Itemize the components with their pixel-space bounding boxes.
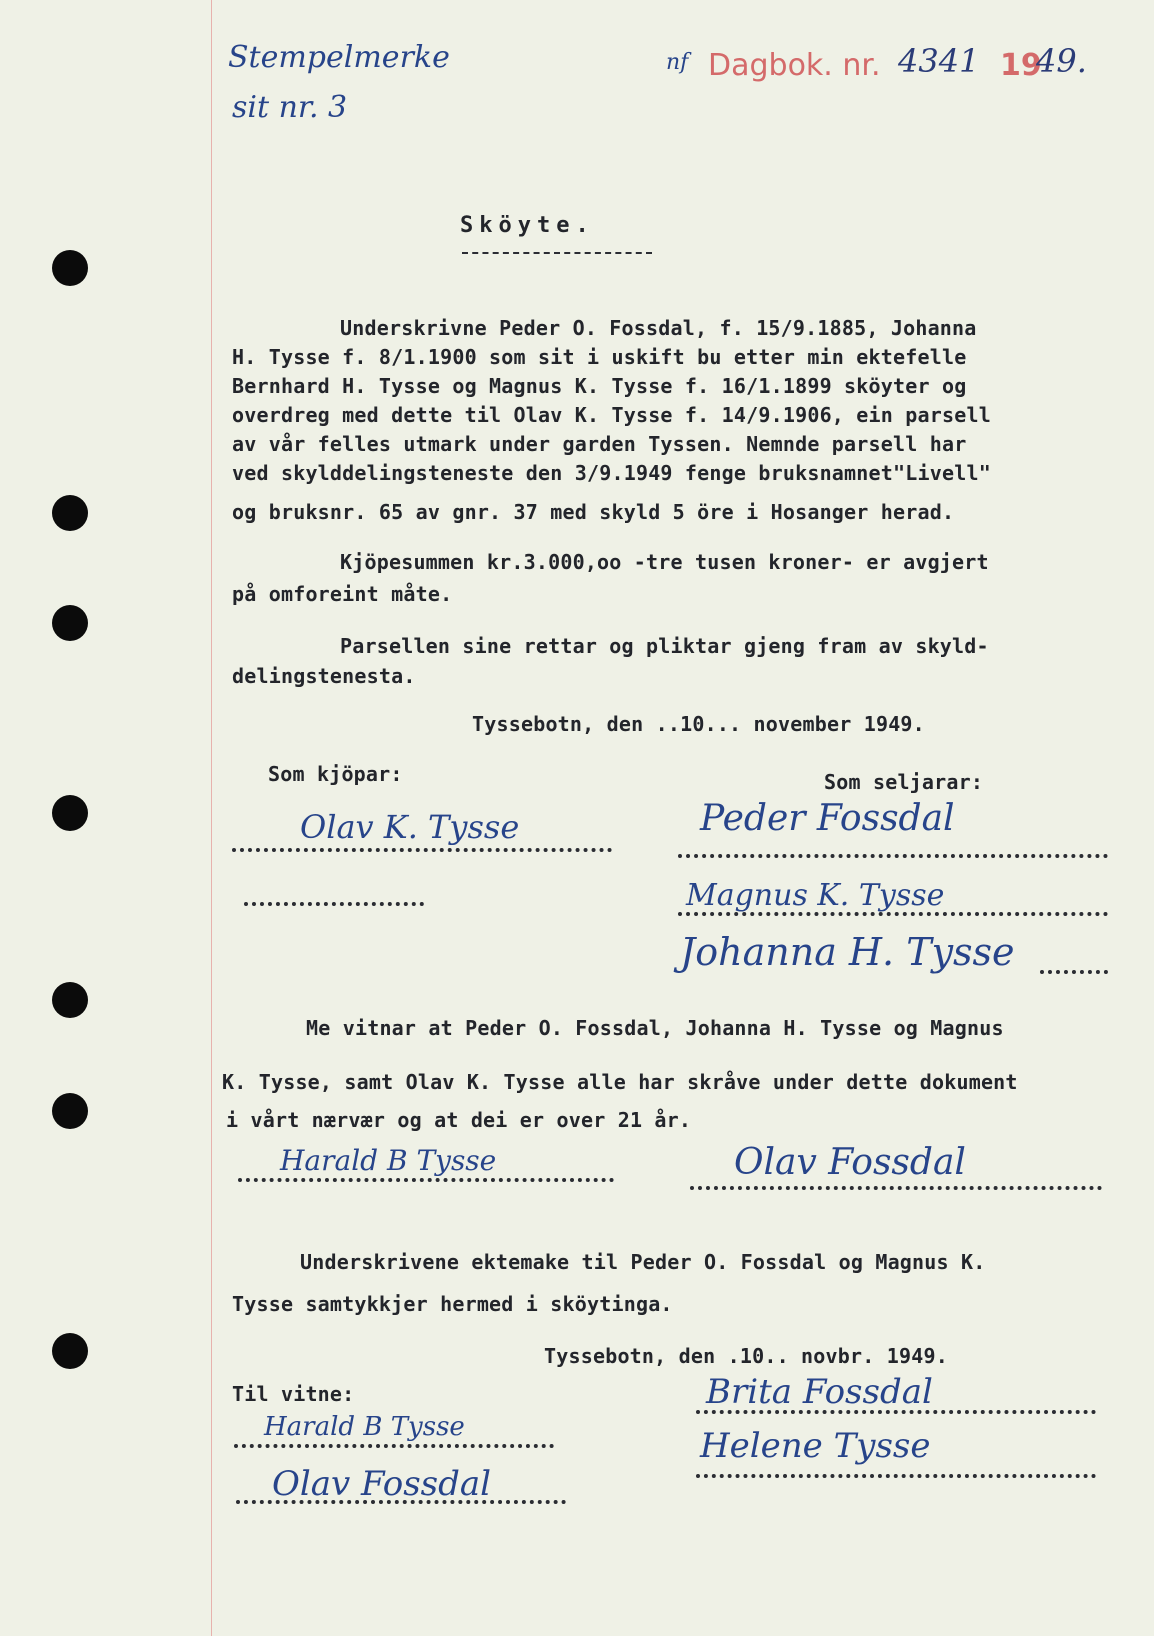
- punch-hole: [52, 1093, 88, 1129]
- dagbok-number: 4341: [898, 42, 980, 80]
- body-line: H. Tysse f. 8/1.1900 som sit i uskift bu etter min ektefelle: [232, 345, 967, 369]
- buyer-signature: Olav K. Tysse: [300, 808, 520, 846]
- signature-line: [696, 1474, 1096, 1478]
- consent-signature1: Brita Fossdal: [706, 1372, 933, 1412]
- til-vitne-label: Til vitne:: [232, 1382, 355, 1406]
- body-line: ved skylddelingsteneste den 3/9.1949 fenge bruksnamnet"Livell": [232, 461, 991, 485]
- witness2-signature: Olav Fossdal: [734, 1142, 966, 1183]
- seller3-signature: Johanna H. Tysse: [680, 930, 1015, 974]
- punch-hole: [52, 605, 88, 641]
- margin-line: [211, 0, 212, 1636]
- handwritten-note-line2: sit nr. 3: [232, 90, 348, 125]
- body-line: Tysse samtykkjer hermed i sköytinga.: [232, 1292, 673, 1316]
- signature-line: [244, 902, 424, 906]
- signature-line: [236, 1500, 566, 1504]
- body-line: overdreg med dette til Olav K. Tysse f. 14/9.1906, ein parsell: [232, 403, 991, 427]
- body-line: Underskrivne Peder O. Fossdal, f. 15/9.1885, Johanna: [340, 316, 977, 340]
- signature-line: [1040, 970, 1108, 974]
- final-witness2-signature: Olav Fossdal: [272, 1464, 492, 1504]
- body-line: delingstenesta.: [232, 664, 416, 688]
- signature-line: [678, 912, 1108, 916]
- body-line: Parsellen sine rettar og pliktar gjeng fram av skyld-: [340, 634, 989, 658]
- signature-line: [678, 854, 1108, 858]
- punch-hole: [52, 250, 88, 286]
- body-line: på omforeint måte.: [232, 582, 453, 606]
- signature-line: [238, 1178, 614, 1182]
- seller2-signature: Magnus K. Tysse: [686, 878, 945, 913]
- body-line: Bernhard H. Tysse og Magnus K. Tysse f. 16/1.1899 sköyter og: [232, 374, 967, 398]
- stamp-prefix: nf: [666, 50, 689, 75]
- title-underline: [462, 252, 652, 254]
- body-line: K. Tysse, samt Olav K. Tysse alle har skråve under dette dokument: [222, 1070, 1018, 1094]
- buyer-label: Som kjöpar:: [268, 762, 403, 786]
- punch-hole: [52, 982, 88, 1018]
- signature-line: [690, 1186, 1102, 1190]
- dagbok-year-printed: 19: [1000, 48, 1042, 83]
- witness1-signature: Harald B Tysse: [280, 1144, 497, 1177]
- punch-hole: [52, 495, 88, 531]
- dagbok-year-handwritten: 49.: [1036, 42, 1087, 80]
- signature-line: [232, 848, 612, 852]
- document-title: Sköyte.: [460, 213, 595, 238]
- body-line: av vår felles utmark under garden Tyssen. Nemnde parsell har: [232, 432, 967, 456]
- punch-hole: [52, 795, 88, 831]
- signature-line: [234, 1444, 554, 1448]
- consent-signature2: Helene Tysse: [700, 1426, 931, 1466]
- seller1-signature: Peder Fossdal: [700, 798, 955, 839]
- dagbok-stamp-label: Dagbok. nr.: [708, 48, 881, 83]
- final-witness1-signature: Harald B Tysse: [264, 1412, 465, 1442]
- date-line: Tyssebotn, den ..10... november 1949.: [472, 712, 925, 736]
- date-line: Tyssebotn, den .10.. novbr. 1949.: [544, 1344, 948, 1368]
- signature-line: [696, 1410, 1096, 1414]
- body-line: Underskrivene ektemake til Peder O. Fossdal og Magnus K.: [300, 1250, 986, 1274]
- body-line: og bruksnr. 65 av gnr. 37 med skyld 5 öre i Hosanger herad.: [232, 500, 955, 524]
- body-line: Kjöpesummen kr.3.000,oo -tre tusen kroner- er avgjert: [340, 550, 989, 574]
- body-line: i vårt nærvær og at dei er over 21 år.: [226, 1108, 692, 1132]
- body-line: Me vitnar at Peder O. Fossdal, Johanna H. Tysse og Magnus: [306, 1016, 1004, 1040]
- handwritten-note-line1: Stempelmerke: [228, 40, 450, 75]
- punch-hole: [52, 1333, 88, 1369]
- seller-label: Som seljarar:: [824, 770, 984, 794]
